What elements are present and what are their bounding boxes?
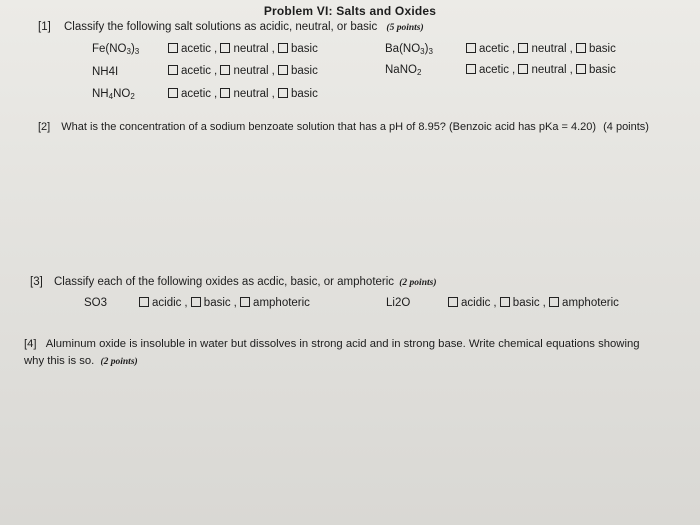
amphoteric-checkbox[interactable] (549, 297, 559, 307)
question-3-header (30, 276, 436, 288)
salt-nh4no2: $NH_4NO_2$ (92, 88, 135, 101)
salt-nano2: NaNO$_2$ (385, 64, 422, 77)
question-1-prompt: Classify the following salt solutions as acidic, neutral, or basic (64, 21, 378, 33)
basic-checkbox[interactable] (191, 297, 201, 307)
basic-checkbox[interactable] (500, 297, 510, 307)
question-2-prompt: What is the concentration of a sodium benzoate solution that has a pH of 8.95? (Benzoic acid has pKa = 4.20) (61, 121, 597, 133)
oxide-so3: SO3 (84, 297, 108, 309)
basic-checkbox[interactable] (278, 88, 288, 98)
acetic-checkbox[interactable] (466, 64, 476, 74)
options-row-salt-3: acetic , neutral , basic (168, 65, 318, 77)
options-row-salt-4: acetic , neutral , basic (466, 64, 616, 76)
neutral-checkbox[interactable] (220, 65, 230, 75)
options-row-salt-5: acetic , neutral , basic (168, 88, 318, 100)
question-4-prompt-line-2: why this is so. (24, 355, 95, 367)
question-4-prompt-line-1: Aluminum oxide is insoluble in water but dissolves in strong acid and in strong base. Write chemical equations showing (45, 338, 640, 350)
question-3-points: (2 points) (399, 278, 437, 288)
neutral-checkbox[interactable] (220, 88, 230, 98)
salt-nh4i: NH4I (92, 66, 119, 78)
basic-checkbox[interactable] (576, 64, 586, 74)
question-4-points: (2 points) (100, 357, 138, 367)
question-2-number: [2] (38, 121, 51, 133)
acetic-checkbox[interactable] (168, 43, 178, 53)
options-row-oxide-2: acidic , basic , amphoteric (448, 297, 619, 309)
acetic-checkbox[interactable] (168, 88, 178, 98)
basic-checkbox[interactable] (576, 43, 586, 53)
acidic-checkbox[interactable] (448, 297, 458, 307)
acidic-checkbox[interactable] (139, 297, 149, 307)
options-row-salt-2: acetic , neutral , basic (466, 43, 616, 55)
options-row-salt-1: acetic , neutral , basic (168, 43, 318, 55)
question-4-line-2 (24, 355, 138, 367)
question-1-number: [1] (38, 21, 51, 33)
question-1-header (38, 21, 424, 33)
acetic-checkbox[interactable] (168, 65, 178, 75)
problem-title: Problem VI: Salts and Oxides (263, 4, 437, 18)
salt-ba-no3-3: $Ba(NO_3)_3$ (385, 43, 433, 56)
basic-checkbox[interactable] (278, 43, 288, 53)
question-2 (38, 121, 649, 133)
neutral-checkbox[interactable] (518, 64, 528, 74)
question-1-points: (5 points) (386, 23, 424, 33)
oxide-li2o: Li2O (386, 297, 411, 309)
salt-fe-no3-3: $Fe(NO_3)_3$ (92, 43, 140, 56)
question-3-number: [3] (30, 276, 43, 288)
amphoteric-checkbox[interactable] (240, 297, 250, 307)
question-4-line-1 (24, 338, 640, 350)
acetic-checkbox[interactable] (466, 43, 476, 53)
question-3-prompt: Classify each of the following oxides as acdic, basic, or amphoteric (54, 276, 395, 288)
neutral-checkbox[interactable] (220, 43, 230, 53)
basic-checkbox[interactable] (278, 65, 288, 75)
question-4-number: [4] (24, 338, 37, 350)
options-row-oxide-1: acidic , basic , amphoteric (139, 297, 310, 309)
question-2-points: (4 points) (603, 121, 649, 133)
neutral-checkbox[interactable] (518, 43, 528, 53)
